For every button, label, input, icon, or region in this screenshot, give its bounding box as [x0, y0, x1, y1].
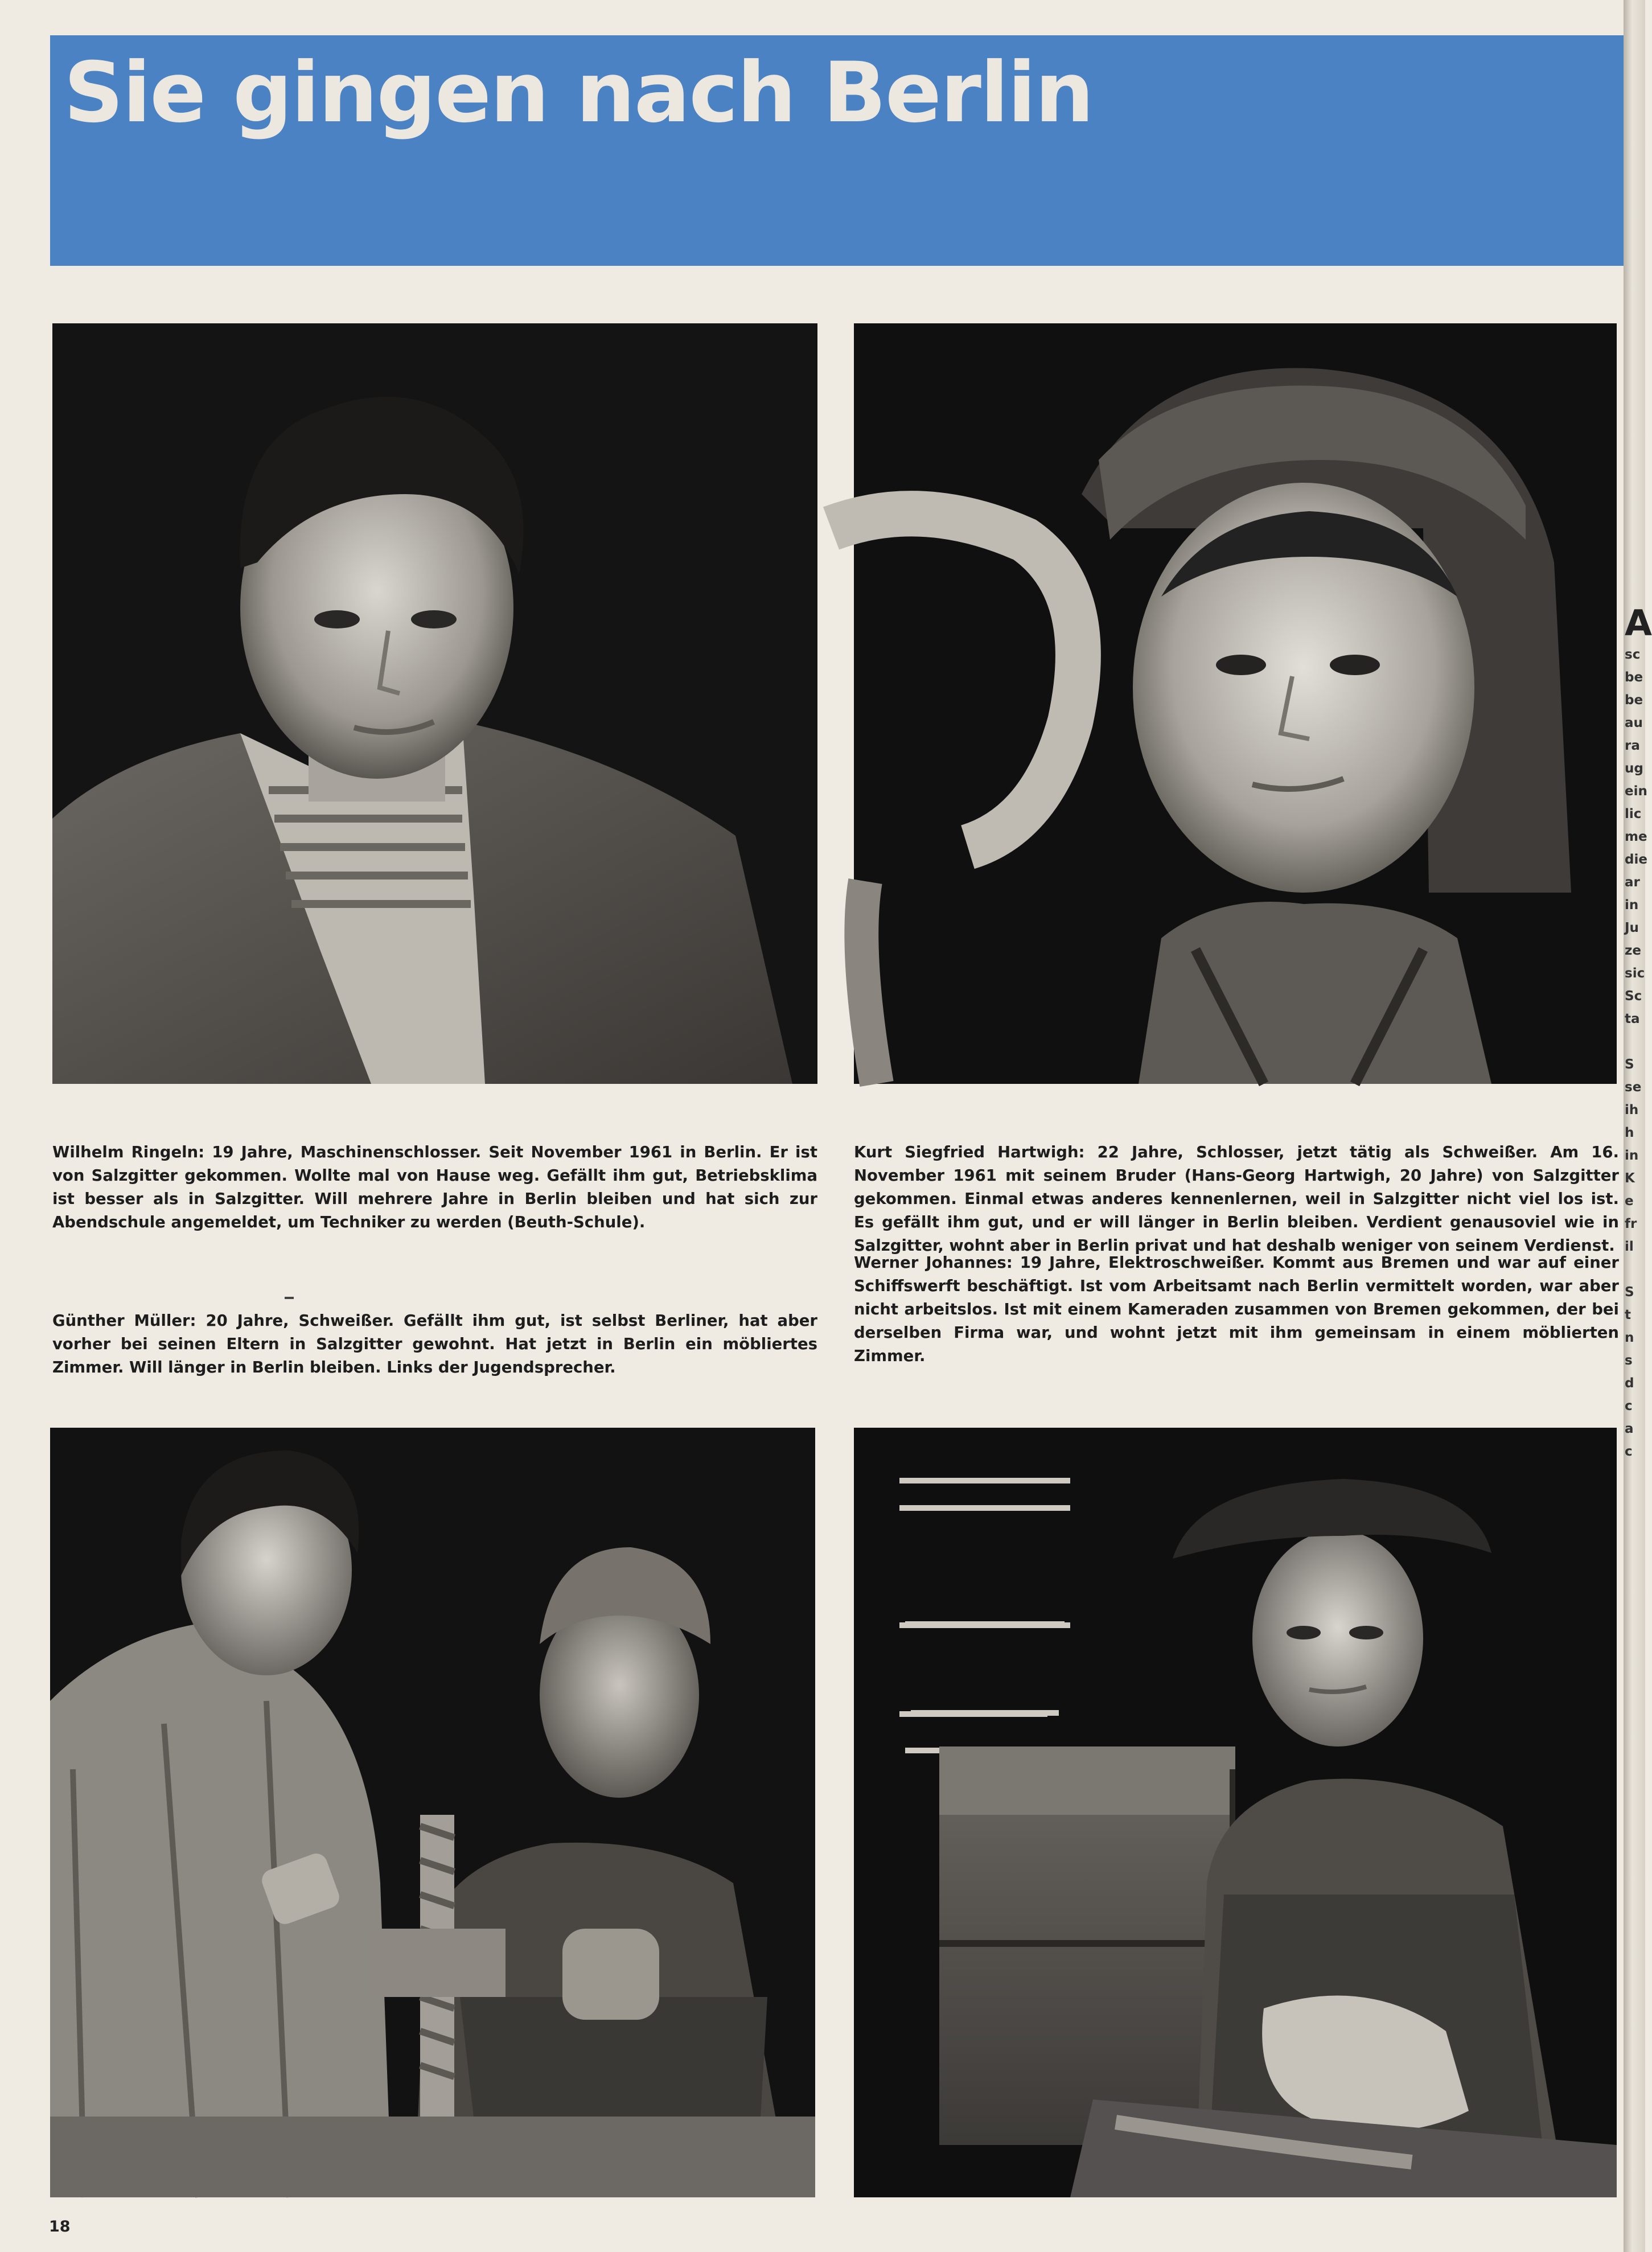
- edge-fragment: ta: [1625, 1012, 1640, 1026]
- edge-fragment: n: [1625, 1330, 1634, 1345]
- edge-fragment: ra: [1625, 738, 1640, 753]
- caption-text: 20 Jahre, Schweißer. Gefällt ihm gut, ist selbst Berliner, hat aber vorher bei seinen Eltern in Salzgitter gewohnt. Hat jetzt in Berlin ein möbliertes Zimmer. Will länger in Berlin bleiben. Links der Jugendsprecher.: [52, 1312, 817, 1376]
- edge-fragment: fr: [1625, 1217, 1637, 1231]
- edge-fragment: S: [1625, 1285, 1634, 1300]
- caption-kurt-siegfried-hartwigh: [854, 1141, 1619, 1257]
- edge-fragment: be: [1625, 693, 1643, 708]
- edge-fragment: c: [1625, 1399, 1633, 1413]
- photo-kurt-siegfried-hartwigh: [854, 323, 1617, 1084]
- edge-fragment: Sc: [1625, 989, 1642, 1004]
- caption-name: Wilhelm Ringeln:: [52, 1143, 205, 1161]
- edge-fragment: be: [1625, 670, 1643, 685]
- page-title: Sie gingen nach Berlin: [64, 44, 1093, 141]
- title-banner: [50, 35, 1624, 266]
- caption-guenther-mueller: [52, 1309, 817, 1379]
- edge-fragment: sic: [1625, 966, 1645, 981]
- caption-werner-johannes: [854, 1251, 1619, 1368]
- edge-fragment: die: [1625, 852, 1647, 867]
- edge-fragment: in: [1625, 1148, 1639, 1163]
- edge-fragment: t: [1625, 1308, 1631, 1322]
- caption-name: Günther Müller:: [52, 1312, 196, 1330]
- edge-fragment: [1625, 1258, 1645, 1281]
- edge-fragment: au: [1625, 716, 1643, 730]
- edge-fragment: il: [1625, 1239, 1634, 1254]
- photo-werner-johannes: [854, 1428, 1617, 2197]
- edge-fragment: me: [1625, 829, 1647, 844]
- edge-fragment: d: [1625, 1376, 1634, 1391]
- photo-wilhelm-ringeln: [52, 323, 817, 1084]
- edge-fragment: ug: [1625, 761, 1643, 776]
- caption-text: 19 Jahre, Maschinenschlosser. Seit November 1961 in Berlin. Er ist von Salzgitter gekommen. Wollte mal von Hause weg. Gefällt ihm gut, Betriebsklima ist besser als in Salzgitter. Will mehrere Jahre in Berlin bleiben und hat sich zur Abendschule angemeldet, um Techniker zu werden (Beuth-Schule).: [52, 1143, 817, 1231]
- edge-fragment: ar: [1625, 875, 1640, 890]
- edge-fragment: se: [1625, 1080, 1642, 1095]
- caption-name: Kurt Siegfried Hartwigh:: [854, 1143, 1085, 1161]
- next-page-edge-text: [1625, 602, 1652, 1463]
- edge-fragment: a: [1625, 1421, 1634, 1436]
- edge-fragment: A: [1625, 602, 1652, 644]
- edge-fragment: Ju: [1625, 920, 1639, 935]
- edge-fragment: s: [1625, 1353, 1633, 1368]
- edge-fragment: ein: [1625, 784, 1647, 799]
- edge-fragment: c: [1625, 1444, 1633, 1459]
- edge-fragment: e: [1625, 1194, 1634, 1209]
- stray-mark: [285, 1297, 294, 1299]
- caption-text: 19 Jahre, Elektroschweißer. Kommt aus Bremen und war auf einer Schiffswerft beschäftigt. Ist vom Arbeitsamt nach Berlin vermittelt worden, war aber nicht arbeitslos. Ist mit einem Kameraden zusammen von Bremen gekommen, der bei derselben Firma war, und wohnt jetzt mit ihm gemeinsam in einem möblierten Zimmer.: [854, 1254, 1619, 1365]
- caption-wilhelm-ringeln: [52, 1141, 817, 1234]
- caption-name: Werner Johannes:: [854, 1254, 1013, 1272]
- edge-fragment: S: [1625, 1057, 1634, 1072]
- edge-fragment: lic: [1625, 807, 1642, 821]
- edge-fragment: [1625, 1030, 1645, 1053]
- edge-fragment: ze: [1625, 943, 1641, 958]
- edge-fragment: in: [1625, 898, 1639, 913]
- edge-fragment: ih: [1625, 1103, 1639, 1117]
- page-number: 18: [49, 2218, 71, 2235]
- edge-fragment: K: [1625, 1171, 1635, 1186]
- caption-text: 22 Jahre, Schlosser, jetzt tätig als Schweißer. Am 16. November 1961 mit seinem Bruder (Hans-Georg Hartwigh, 20 Jahre) von Salzgitter gekommen. Einmal etwas anderes kennenlernen, weil in Salzgitter nicht viel los ist. Es gefällt ihm gut, und er will länger in Berlin bleiben. Verdient genausoviel wie in Salzgitter, wohnt aber in Berlin privat und hat deshalb weniger von seinem Verdienst.: [854, 1143, 1619, 1255]
- edge-fragment: h: [1625, 1125, 1634, 1140]
- edge-fragment: sc: [1625, 647, 1641, 662]
- photo-guenther-mueller: [50, 1428, 815, 2197]
